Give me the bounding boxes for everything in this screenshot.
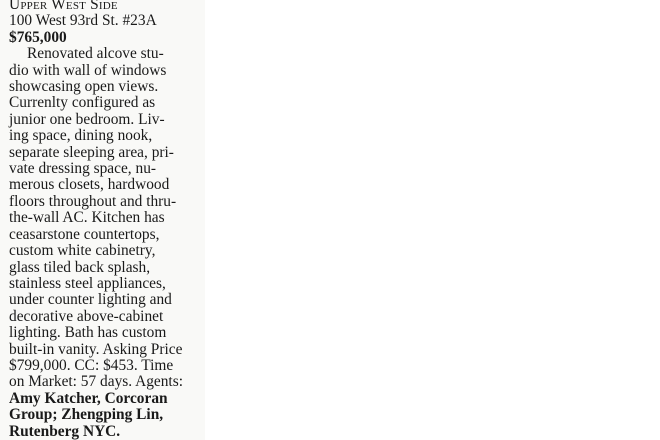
- description-line: lighting. Bath has custom: [9, 324, 167, 342]
- description-line: merous closets, hardwood: [9, 176, 170, 194]
- description-line: vate dressing space, nu-: [9, 160, 157, 178]
- description-line: on Market: 57 days. Agents:: [9, 373, 183, 391]
- listing-description: [9, 46, 205, 391]
- description-line: custom white cabinetry,: [9, 242, 156, 260]
- description-line: junior one bedroom. Liv-: [9, 110, 165, 128]
- listing-address: 100 West 93rd St. #23A: [9, 12, 157, 30]
- description-line: glass tiled back splash,: [9, 258, 151, 276]
- description-line: decorative above-cabinet: [9, 307, 164, 325]
- description-line: under counter lighting and: [9, 291, 172, 309]
- description-line: showcasing open views.: [9, 78, 159, 96]
- agents-line: Rutenberg NYC.: [9, 422, 121, 440]
- newspaper-clipping: [0, 0, 205, 440]
- description-line: separate sleeping area, pri-: [9, 143, 174, 161]
- agents-line: Amy Katcher, Corcoran: [9, 389, 168, 407]
- description-line: built-in vanity. Asking Price: [9, 340, 183, 358]
- description-line: $799,000. CC: $453. Time: [9, 356, 174, 374]
- description-line: Renovated alcove stu-: [27, 45, 164, 63]
- neighborhood-heading: Upper West Side: [9, 0, 118, 13]
- description-line: ceasarstone countertops,: [9, 225, 160, 243]
- description-line: stainless steel appliances,: [9, 274, 166, 292]
- description-line: Currenlty configured as: [9, 94, 156, 112]
- description-line: floors throughout and thru-: [9, 192, 177, 210]
- listing-agents: [9, 391, 205, 440]
- listing-price: $765,000: [9, 28, 67, 46]
- agents-line: Group; Zhengping Lin,: [9, 406, 164, 424]
- real-estate-listing: [9, 0, 205, 440]
- description-line: ing space, dining nook,: [9, 127, 153, 145]
- description-line: dio with wall of windows: [9, 61, 167, 79]
- description-line: the-wall AC. Kitchen has: [9, 209, 165, 227]
